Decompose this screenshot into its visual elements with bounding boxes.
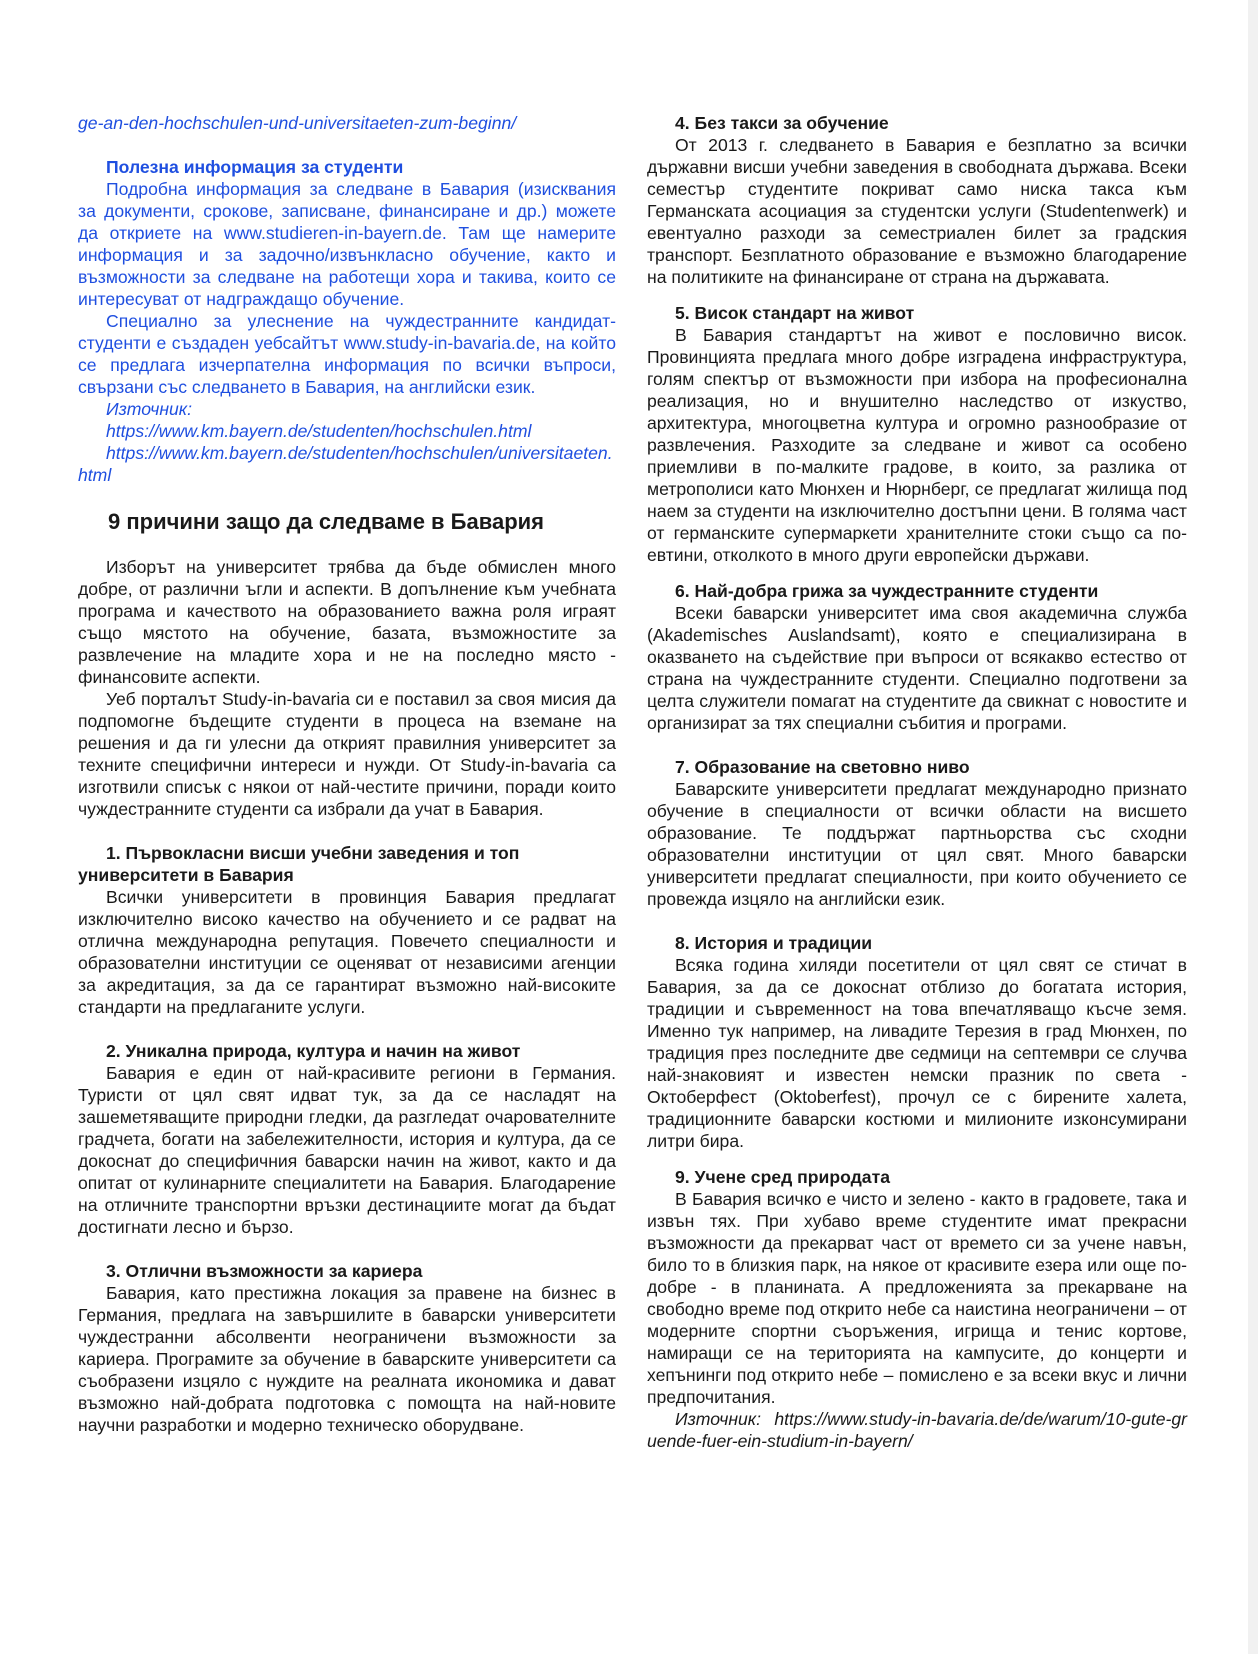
source-label: Източник: — [106, 399, 192, 419]
reason-8-title: 8. История и традиции — [675, 933, 873, 953]
reason-1-title: 1. Първокласни висши учебни заведения и топ университети в Бавария — [78, 843, 520, 885]
reason-9-title: 9. Учене сред природата — [675, 1167, 890, 1187]
reason-7-text: Баварските университети предлагат международно признато обучение в специалности от всички области на висшето образование. Те поддържат партньорства със сходни образователни институции от цял свят. Много баварски университети предлагат специалности, при които обучението се провежда изцяло на английски език. — [647, 779, 1187, 909]
right-source — [647, 1408, 1187, 1452]
left-column — [78, 112, 616, 1436]
source-link-1[interactable]: https://www.km.bayern.de/studenten/hochschulen.html — [106, 421, 532, 441]
reason-8-text: Всяка година хиляди посетители от цял свят се стичат в Бавария, за да се докоснат отблизо до богатата история, традиции и съвременност на това впечатляващо късче земя. Именно тук например, на ливадите Терезия в град Мюнхен, по традиция през последните две седмици на септември се случва най-знаковият и известен немски празник по света - Октоберфест (Oktoberfest), прочул се с бирените халета, традиционните баварски костюми и милионите изконсумирани литри бира. — [647, 955, 1187, 1151]
reason-3-text: Бавария, като престижна локация за правене на бизнес в Германия, предлага на завършилите в баварски университети чуждестранни абсолвенти неограничени възможности за кариера. Програмите за обучение в баварските университети са съобразени изцяло с нуждите на реалната икономика и дават възможно най-добрата подготовка с помощта на най-новите научни разработки и модерно техническо оборудване. — [78, 1283, 616, 1435]
right-source-label: Източник: — [675, 1409, 761, 1429]
intro-paragraph-2: Уеб порталът Study-in-bavaria си е поставил за своя мисия да подпомогне бъдещите студенти в процеса на вземане на решения и да ги улесни да открият правилния университет за техните специфични интереси и нужди. От Study-in-bavaria са изготвили списък с някои от най-честите причини, поради които чуждестранните студенти са избрали да учат в Бавария. — [78, 689, 616, 819]
section-title: 9 причини защо да следваме в Бавария — [108, 509, 545, 534]
page-edge-shadow — [1248, 0, 1258, 1654]
reason-2-text: Бавария е един от най-красивите региони в Германия. Туристи от цял свят идват тук, за да се насладят на зашеметяващите природни гледки, да разгледат очарователните градчета, богати на забележителности, история и култура, да се докоснат до специфичния баварски начин на живот, както и да опитат от кулинарните специалитети на Бавария. Благодарение на отличните транспортни връзки дестинациите могат да бъдат достигнати лесно и бързо. — [78, 1063, 616, 1237]
reason-3-title: 3. Отлични възможности за кариера — [106, 1261, 423, 1281]
right-column — [647, 112, 1187, 1452]
reason-1-text: Всички университети в провинция Бавария предлагат изключително високо качество на обучението и се радват на отлична международна репутация. Повечето специалности и образователни институции се оценяват от независими агенции за акредитация, за да се гарантират възможно най-високите стандарти на предлаганите услуги. — [78, 887, 616, 1017]
reason-6-text: Всеки баварски университет има своя академична служба (Akademisches Auslandsamt), която е специализирана в оказването на съдействие при въпроси от всякакво естество от страна на чуждестранните студенти. Специално подготвени за целта служители помагат на студентите да свикнат с новостите и организират за тях специални събития и програми. — [647, 603, 1187, 733]
source-link-2[interactable]: https://www.km.bayern.de/studenten/hochschulen/universitaeten.html — [78, 443, 613, 485]
reason-4-title: 4. Без такси за обучение — [675, 113, 889, 133]
info-heading: Полезна информация за студенти — [106, 157, 404, 177]
reason-4-text: От 2013 г. следването в Бавария е безплатно за всички държавни висши учебни заведения в свободната държава. Всеки семестър студентите покриват само ниска такса към Германската асоциация за студентски услуги (Studentenwerk) и евентуално разходи за семестриален билет за градския транспорт. Безплатното образование е възможно благодарение на политиките на финансиране от страна на държавата. — [647, 135, 1187, 287]
reason-9-text: В Бавария всичко е чисто и зелено - както в градовете, така и извън тях. При хубаво време студентите имат прекрасни възможности да прекарват част от времето си за учене навън, било то в близкия парк, на някое от красивите езера или още по-добре - в планината. А предложенията за прекарване на свободно време под открито небе са наистина неограничени – от модерните спортни съоръжения, игрища и тенис кортове, намиращи се на територията на кампусите, до концерти и хепънинги под открито небе – помислено е за всеки вкус и лични предпочитания. — [647, 1189, 1187, 1407]
reason-6-title: 6. Най-добра грижа за чуждестранните студенти — [675, 581, 1099, 601]
right-source-link[interactable]: https://www.study-in-bavaria.de/de/warum/10-gute-gruende-fuer-ein-studium-in-bayern/ — [647, 1409, 1187, 1451]
intro-paragraph-1: Изборът на университет трябва да бъде обмислен много добре, от различни ъгли и аспекти. В допълнение към учебната програма и качеството на образованието важна роля играят също мястото на обучение, базата, възможностите за развлечение на младите хора и не на последно място - финансовите аспекти. — [78, 557, 616, 687]
reason-5-title: 5. Висок стандарт на живот — [675, 303, 915, 323]
reason-7-title: 7. Образование на световно ниво — [675, 757, 970, 777]
info-paragraph-2: Специално за улеснение на чуждестранните кандидат-студенти е създаден уебсайтът www.study-in-bavaria.de, на който се предлага изчерпателна информация по всички въпроси, свързани със следването в Бавария, на английски език. — [78, 311, 616, 397]
reason-5-text: В Бавария стандартът на живот е пословично висок. Провинцията предлага много добре изградена инфраструктура, голям спектър от възможности при избора на професионална реализация, но и внушително наследство от изкуство, архитектура, многоцветна култура и огромно разнообразие от развлечения. Разходите за следване и живот са особено приемливи в по-малките градове, в които, за разлика от метрополиси като Мюнхен и Нюрнберг, се предлагат жилища под наем за студенти на изключително достъпни цени. В голяма част от германските супермаркети хранителните стоки също са по-евтини, отколкото в много други европейски държави. — [647, 325, 1187, 565]
reason-2-title: 2. Уникална природа, култура и начин на живот — [106, 1041, 521, 1061]
info-paragraph-1: Подробна информация за следване в Бавария (изисквания за документи, срокове, записване, финансиране и др.) можете да откриете на www.studieren-in-bayern.de. Там ще намерите информация и за задочно/извънкласно обучение, както и възможности за следване на работещи хора и такива, които се интересуват от надграждащо обучение. — [78, 179, 616, 309]
continued-link[interactable]: ge-an-den-hochschulen-und-universitaeten-zum-beginn/ — [78, 113, 517, 133]
